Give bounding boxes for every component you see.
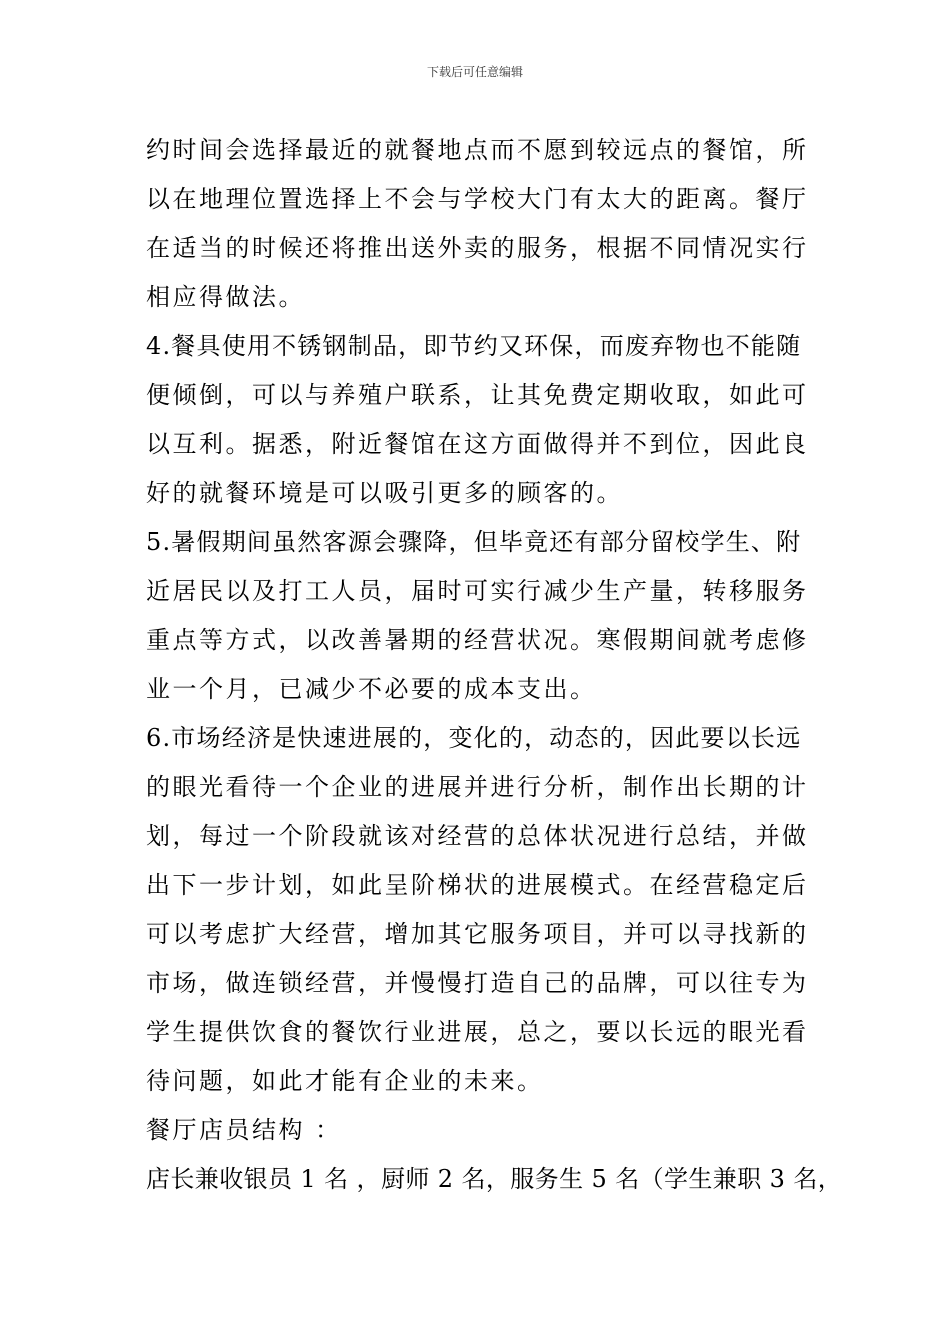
text-line: 近居民以及打工人员，届时可实行减少生产量，转移服务 xyxy=(146,577,809,605)
text-line: 市场，做连锁经营，并慢慢打造自己的品牌，可以往专为 xyxy=(146,969,809,997)
text-line: 便倾倒，可以与养殖户联系，让其免费定期收取，如此可 xyxy=(146,381,809,409)
text-line: 餐厅店员结构 ： xyxy=(146,1116,342,1144)
text-line: 6.市场经济是快速进展的，变化的，动态的，因此要以长远 xyxy=(146,724,802,752)
text-line: 4.餐具使用不锈钢制品，即节约又环保，而废弃物也不能随 xyxy=(146,332,802,360)
text-line: 业一个月，已减少不必要的成本支出。 xyxy=(146,675,597,703)
text-line: 在适当的时候还将推出送外卖的服务，根据不同情况实行 xyxy=(146,234,809,262)
text-line: 出下一步计划，如此呈阶梯状的进展模式。在经营稳定后 xyxy=(146,871,809,899)
text-line: 好的就餐环境是可以吸引更多的顾客的。 xyxy=(146,479,623,507)
text-line: 待问题，如此才能有企业的未来。 xyxy=(146,1067,544,1095)
text-line: 重点等方式，以改善暑期的经营状况。寒假期间就考虑修 xyxy=(146,626,809,654)
text-line: 5.暑假期间虽然客源会骤降，但毕竟还有部分留校学生、附 xyxy=(146,528,802,556)
text-line: 约时间会选择最近的就餐地点而不愿到较远点的餐馆，所 xyxy=(146,136,809,164)
text-line: 相应得做法。 xyxy=(146,283,305,311)
text-line: 可以考虑扩大经营，增加其它服务项目，并可以寻找新的 xyxy=(146,920,809,948)
page-header-note: 下载后可任意编辑 xyxy=(426,65,523,79)
text-line: 以互利。据悉，附近餐馆在这方面做得并不到位，因此良 xyxy=(146,430,809,458)
document-body xyxy=(146,130,843,1208)
text-line: 划，每过一个阶段就该对经营的总体状况进行总结，并做 xyxy=(146,822,809,850)
text-line: 的眼光看待一个企业的进展并进行分析，制作出长期的计 xyxy=(146,773,809,801)
text-line: 学生提供饮食的餐饮行业进展，总之，要以长远的眼光看 xyxy=(146,1018,809,1046)
text-line: 店长兼收银员 1 名 ，厨师 2 名，服务生 5 名（学生兼职 3 名， xyxy=(146,1165,843,1193)
text-line: 以在地理位置选择上不会与学校大门有太大的距离。餐厅 xyxy=(146,185,809,213)
